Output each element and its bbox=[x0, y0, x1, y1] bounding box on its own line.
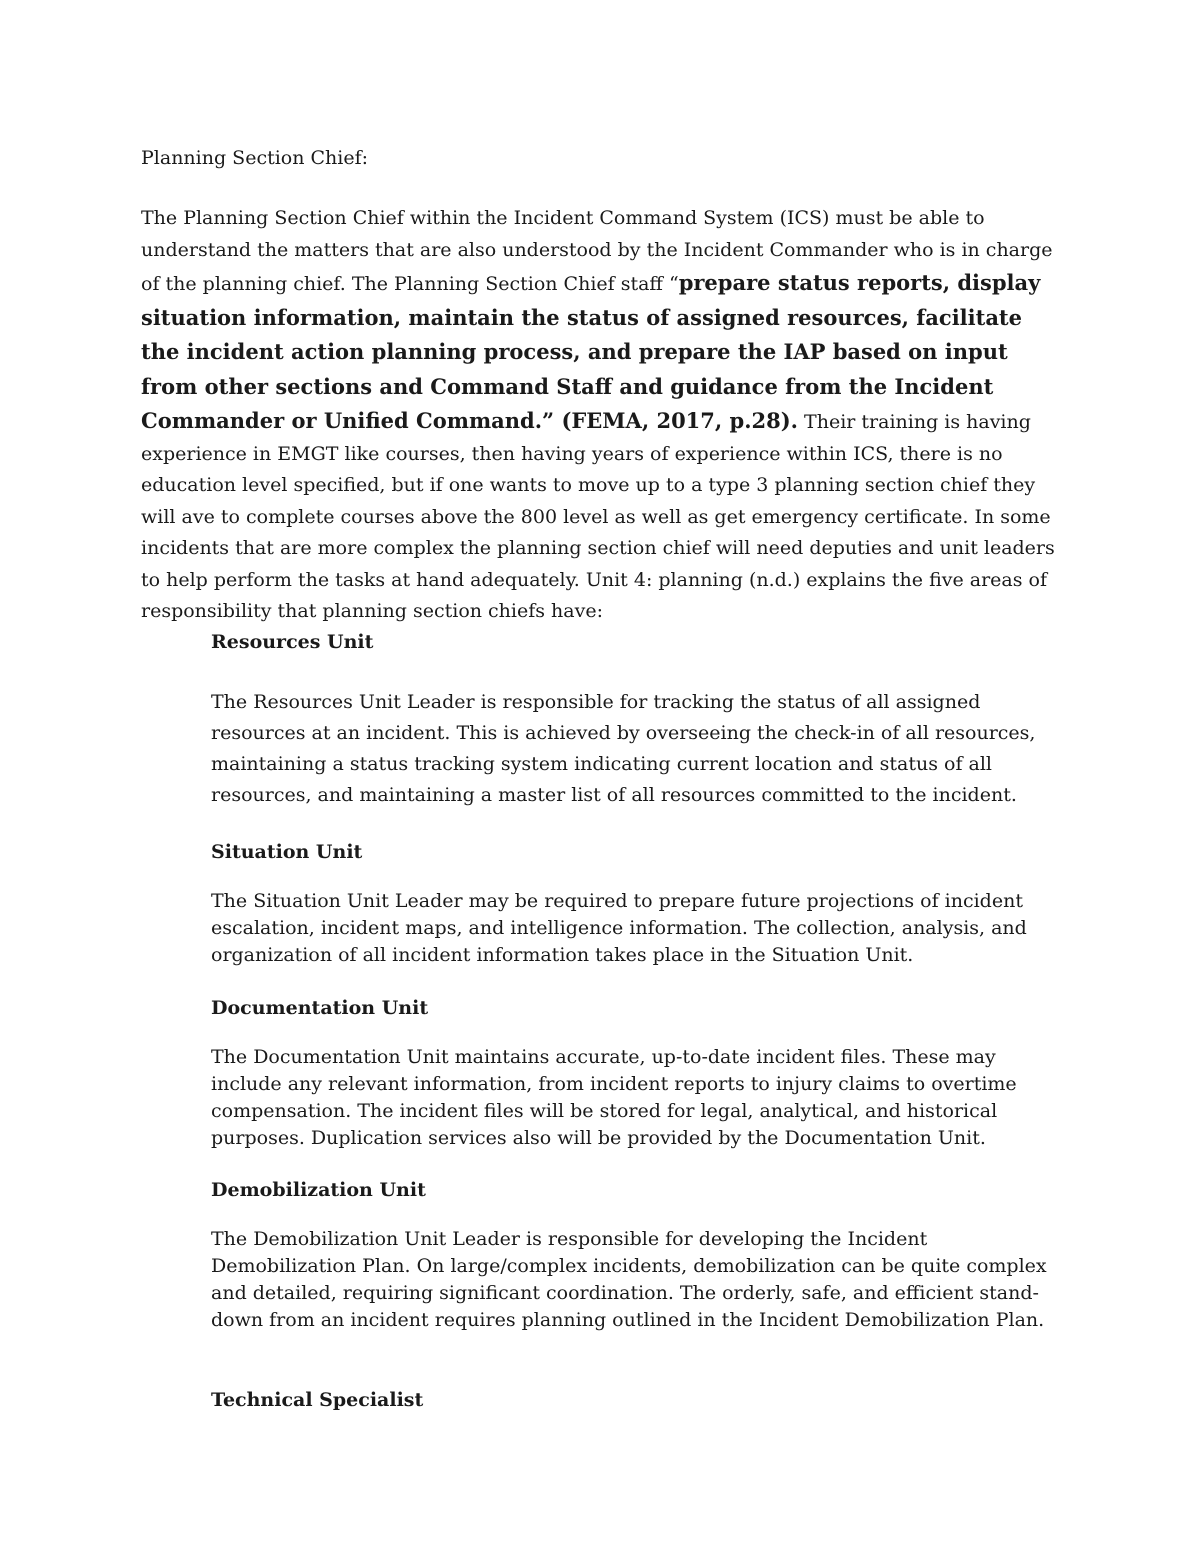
section-body: The Resources Unit Leader is responsible for tracking the status of all assigned resources at an incident. This is achieved by overseeing the check-in of all resources, maintaining a status tracking system indicating current location and status of all resources, and maintaining a master list of all resources committed to the incident. bbox=[211, 691, 1036, 806]
intro-text-after-quote: Their training is having experience in EMGT like courses, then having years of experience within ICS, there is no education level specified, but if one wants to move up to a type 3 planning section chief they will ave to complete courses above the 800 level as well as get emergency certificate. In some incidents that are more complex the planning section chief will need deputies and unit leaders to help perform the tasks at hand adequately. Unit 4: planning (n.d.) explains the five areas of responsibility that planning section chiefs have: bbox=[141, 411, 1055, 622]
section-heading: Demobilization Unit bbox=[211, 1179, 426, 1201]
section-heading: Situation Unit bbox=[211, 841, 363, 863]
intro-fema-quote: prepare status reports, display situation information, maintain the status of assigned resources, facilitate the incident action planning process, and prepare the IAP based on input from other sections and Command Staff and guidance from the Incident Commander or Unified Command.” (FEMA, 2017, p.28). bbox=[141, 270, 1041, 433]
section-body: The Situation Unit Leader may be required to prepare future projections of incident escalation, incident maps, and intelligence information. The collection, analysis, and organization of all incident information takes place in the Situation Unit. bbox=[211, 890, 1027, 966]
intro-paragraph bbox=[141, 203, 1061, 628]
section-heading: Technical Specialist bbox=[211, 1389, 424, 1411]
section-resources-unit bbox=[211, 628, 1061, 811]
document-title: Planning Section Chief: bbox=[141, 147, 369, 169]
section-heading: Resources Unit bbox=[211, 631, 374, 653]
section-body: The Demobilization Unit Leader is responsible for developing the Incident Demobilization Plan. On large/complex incidents, demobilization can be quite complex and detailed, requiring significant coordination. The orderly, safe, and efficient stand-down from an incident requires planning outlined in the Incident Demobilization Plan. bbox=[211, 1228, 1047, 1331]
section-demobilization-unit bbox=[211, 1176, 1061, 1334]
intro-text-before-quote: The Planning Section Chief within the Incident Command System (ICS) must be able to understand the matters that are also understood by the Incident Commander who is in charge of the planning chief. The Planning Section Chief staff “ bbox=[141, 207, 1053, 295]
section-documentation-unit bbox=[211, 994, 1061, 1152]
section-technical-specialist bbox=[211, 1386, 1061, 1414]
section-heading: Documentation Unit bbox=[211, 997, 429, 1019]
section-situation-unit bbox=[211, 838, 1061, 969]
section-body: The Documentation Unit maintains accurate, up-to-date incident files. These may include any relevant information, from incident reports to injury claims to overtime compensation. The incident files will be stored for legal, analytical, and historical purposes. Duplication services also will be provided by the Documentation Unit. bbox=[211, 1046, 1017, 1149]
